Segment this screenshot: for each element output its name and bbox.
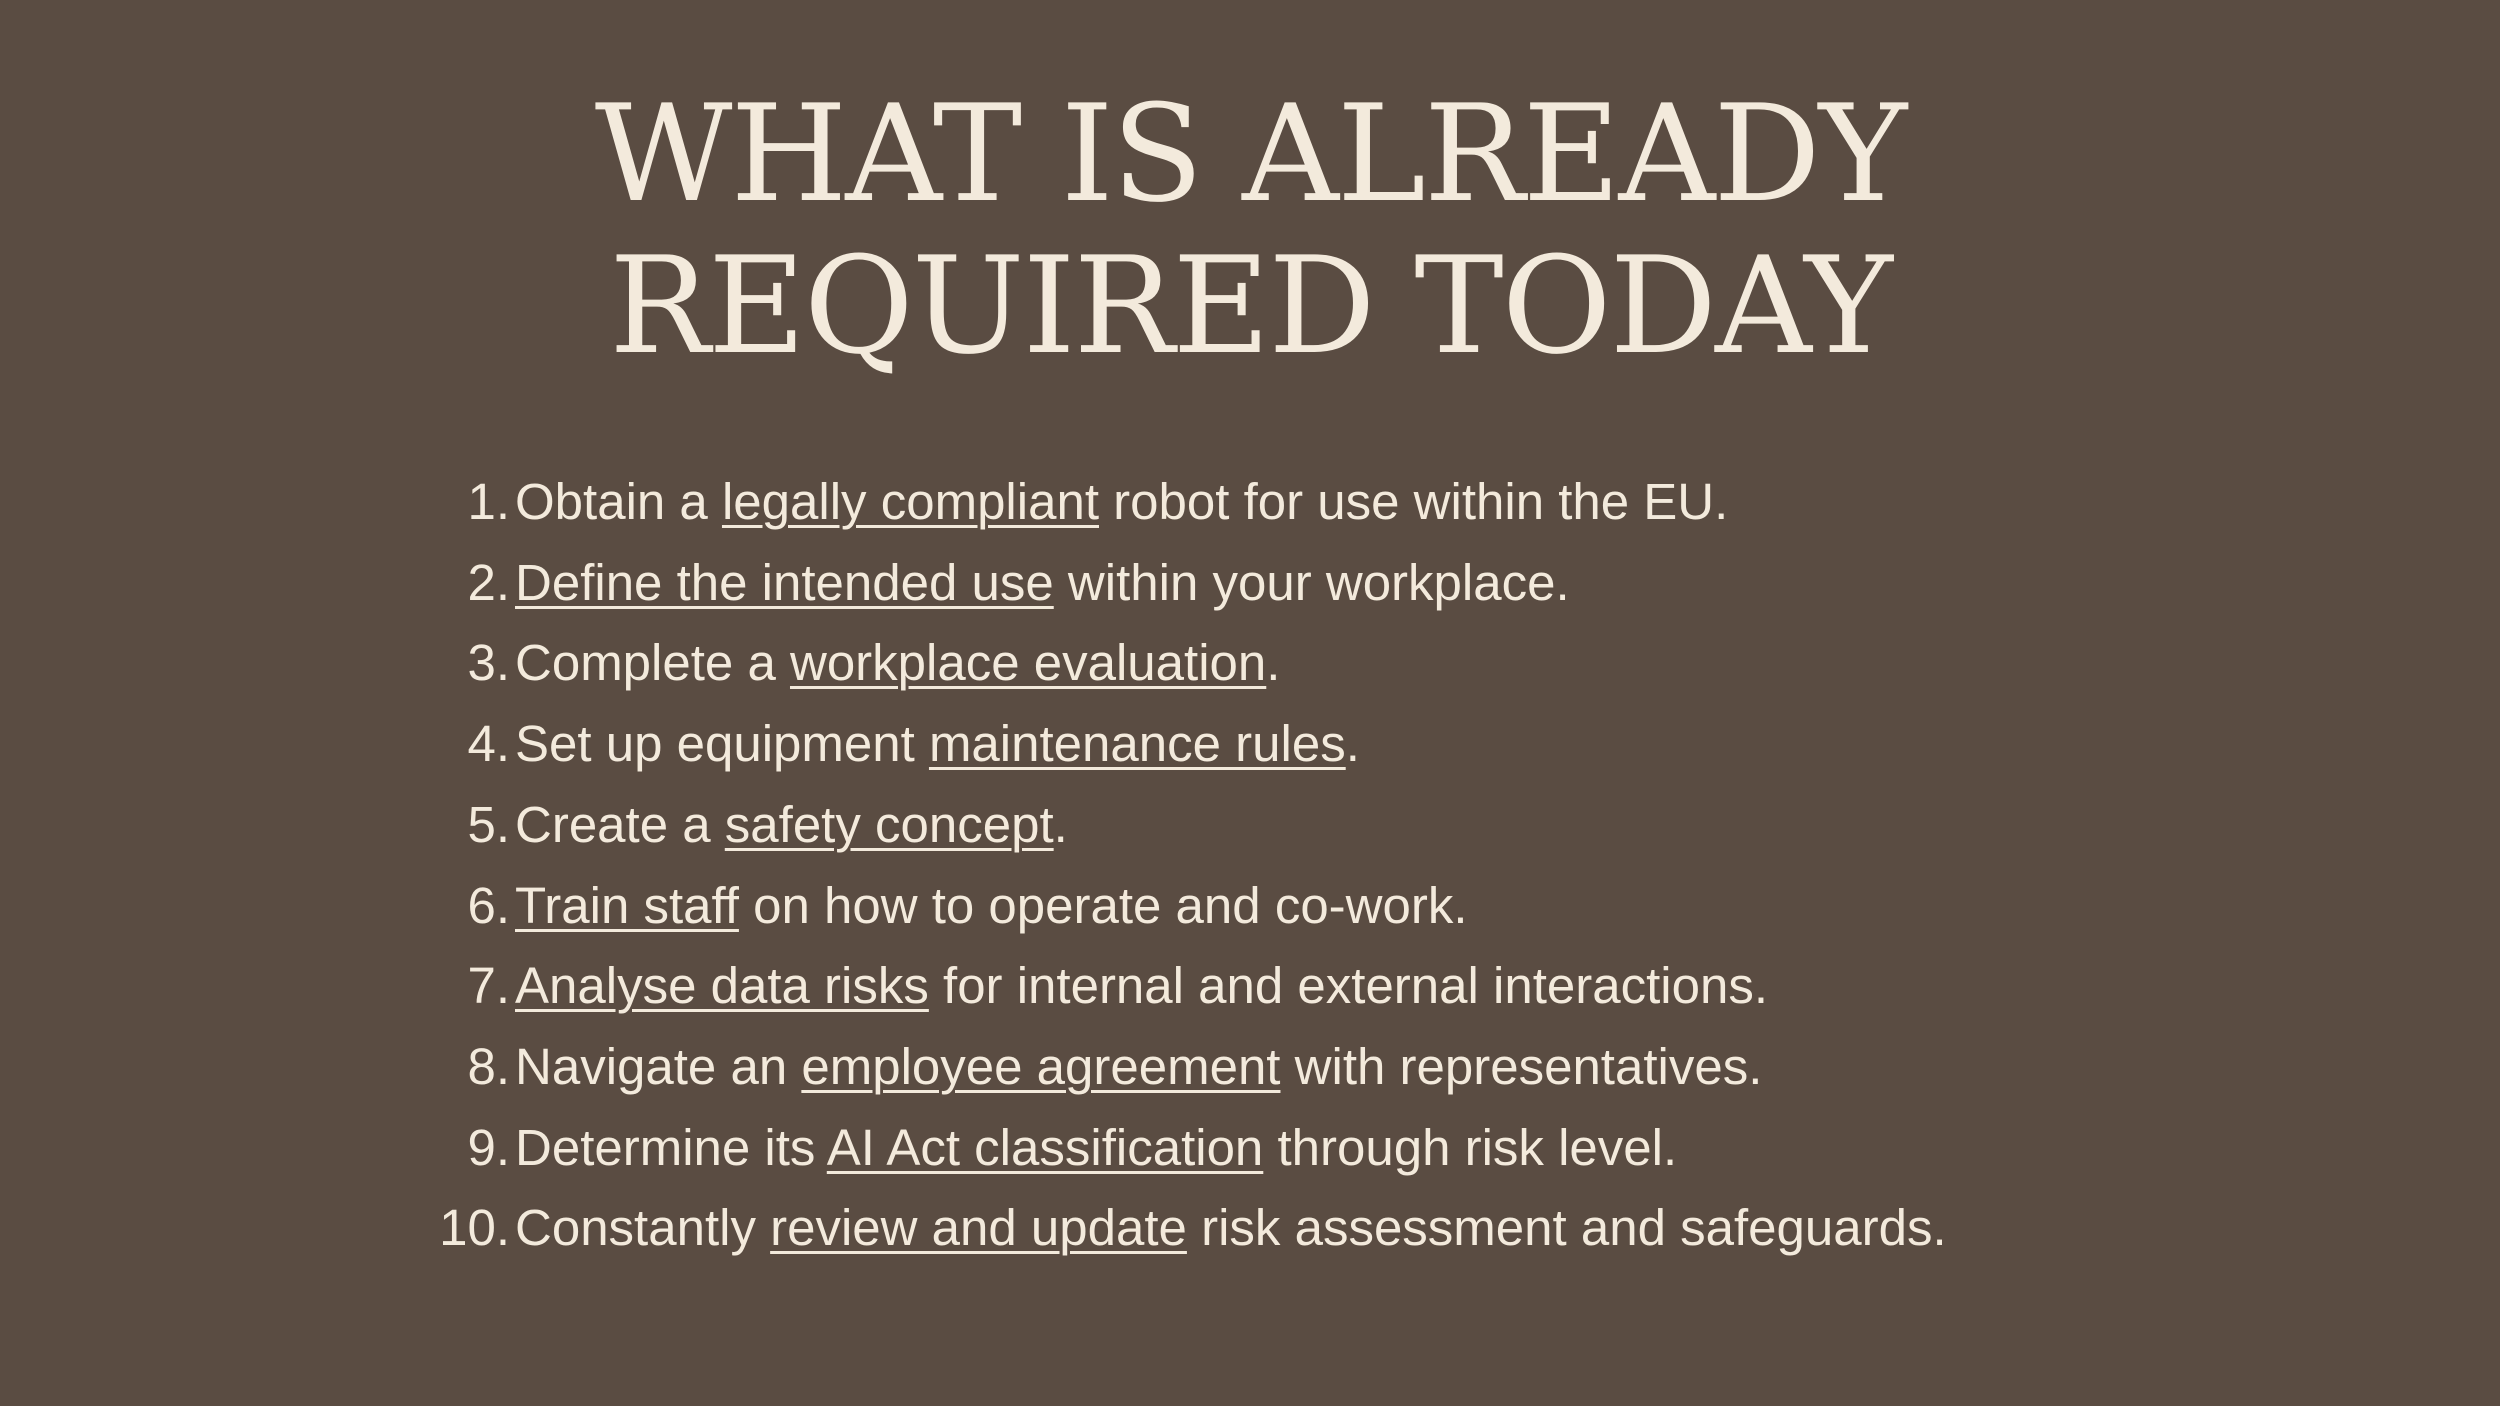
list-item	[430, 704, 2130, 785]
item-link[interactable]: legally compliant	[721, 473, 1099, 530]
item-number: 8.	[467, 1037, 510, 1095]
page-title	[0, 78, 2500, 382]
item-number: 10.	[439, 1199, 510, 1257]
item-link[interactable]: workplace evaluation	[789, 634, 1267, 692]
item-link[interactable]: Train staff	[515, 876, 739, 934]
item-number: 3.	[467, 634, 510, 692]
list-item	[430, 623, 2130, 704]
item-text-after: on how to operate and co-work.	[738, 876, 1468, 934]
list-item	[430, 462, 2130, 543]
item-link[interactable]: review and update	[770, 1199, 1187, 1257]
item-link[interactable]: employee agreement	[801, 1037, 1281, 1095]
list-item	[430, 946, 2130, 1027]
item-text-after: robot for use within the EU.	[1099, 473, 1729, 530]
item-link[interactable]: Analyse data risks	[515, 957, 929, 1015]
item-number: 2.	[467, 553, 510, 611]
item-number: 9.	[467, 1118, 510, 1176]
item-text-before: Create a	[515, 795, 725, 853]
list-item	[430, 1108, 2130, 1189]
item-link[interactable]: AI Act classification	[826, 1118, 1264, 1176]
item-text-after: for internal and external interactions.	[928, 957, 1768, 1015]
list-item	[430, 785, 2130, 866]
item-text-after: risk assessment and safeguards.	[1186, 1199, 1947, 1257]
item-number: 6.	[467, 876, 510, 934]
item-text-after: through risk level.	[1263, 1118, 1678, 1176]
item-text-before: Navigate an	[515, 1037, 802, 1095]
requirements-list	[430, 462, 2130, 1269]
item-text-after: .	[1266, 634, 1281, 692]
item-link[interactable]: maintenance rules	[928, 715, 1346, 773]
item-text-before: Obtain a	[515, 473, 722, 530]
list-item	[430, 543, 2130, 624]
list-item	[430, 866, 2130, 947]
title-line-1: WHAT IS ALREADY	[594, 76, 1906, 232]
item-text-before: Complete a	[515, 634, 790, 692]
item-text-before: Constantly	[515, 1199, 771, 1257]
item-number: 1.	[467, 473, 510, 530]
item-text-before: Set up equipment	[515, 715, 929, 773]
list-item	[430, 1027, 2130, 1108]
item-number: 4.	[467, 715, 510, 773]
list-item	[430, 1188, 2130, 1269]
item-number: 7.	[467, 957, 510, 1015]
item-text-after: within your workplace.	[1053, 553, 1570, 611]
item-link[interactable]: safety concept	[724, 795, 1054, 853]
item-text-after: .	[1053, 795, 1068, 853]
item-text-after: .	[1345, 715, 1360, 773]
item-text-before: Determine its	[515, 1118, 827, 1176]
item-number: 5.	[467, 795, 510, 853]
item-link[interactable]: Define the intended use	[515, 553, 1054, 611]
title-line-2: REQUIRED TODAY	[609, 228, 1891, 384]
item-text-after: with representatives.	[1280, 1037, 1763, 1095]
